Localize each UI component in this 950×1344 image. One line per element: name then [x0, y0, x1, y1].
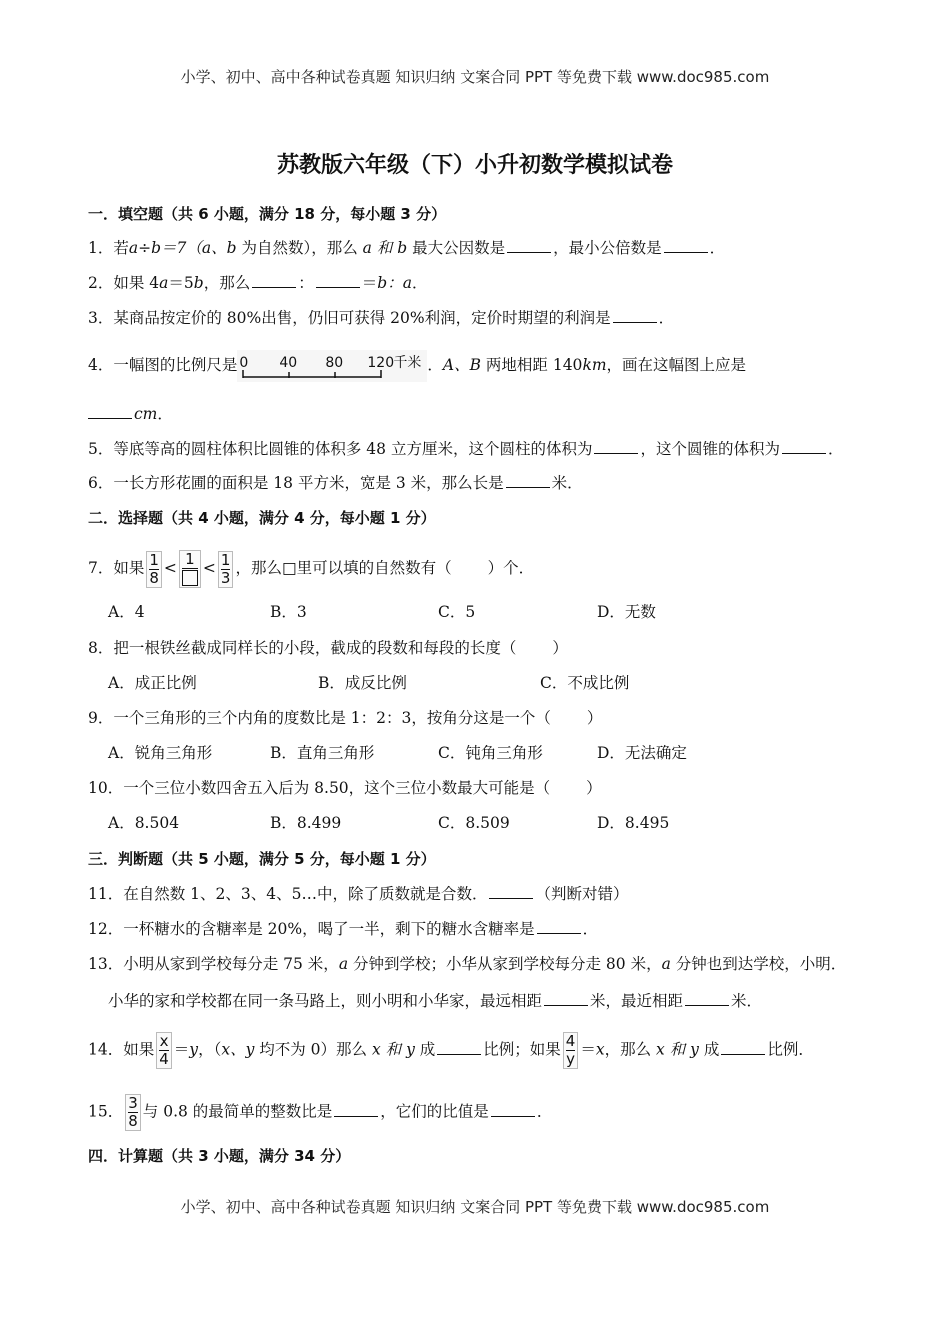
question-11 — [88, 882, 628, 906]
answer-blank[interactable] — [721, 1038, 765, 1055]
option-b[interactable]: B．3 — [270, 603, 307, 621]
q1-end: ． — [709, 239, 726, 257]
q3-text: 3．某商品按定价的 80%出售，仍旧可获得 20%利润，定价时期望的利润是 — [88, 309, 611, 327]
answer-blank[interactable] — [613, 306, 657, 323]
answer-blank[interactable] — [506, 471, 550, 488]
q12-text: 12．一杯糖水的含糖率是 20%，喝了一半，剩下的糖水含糖率是 — [88, 920, 535, 938]
q13-end: 米． — [731, 992, 763, 1010]
q14-text7: 成 — [698, 1040, 720, 1059]
fraction-denominator: 3 — [220, 568, 231, 587]
q13-text: 13．小明从家到学校每分走 75 米， — [88, 955, 339, 973]
question-14 — [88, 1032, 814, 1069]
q2-text: 2．如果 4 — [88, 274, 160, 292]
q14-text5: 比例；如果 — [483, 1040, 561, 1059]
fraction-numerator: 1 — [149, 550, 159, 569]
question-4-cont — [88, 402, 173, 426]
q7-end: ）个． — [487, 559, 535, 577]
q14-text4: 成 — [414, 1040, 436, 1059]
q14-text3: 均不为 0）那么 — [254, 1040, 372, 1059]
section-heading-calc: 四．计算题（共 3 小题，满分 34 分） — [88, 1147, 351, 1165]
q1-text: 1．若 — [88, 239, 129, 257]
section-heading-judge: 三．判断题（共 5 小题，满分 5 分，每小题 1 分） — [88, 850, 436, 868]
q2-var-b: b — [193, 274, 204, 292]
option-d[interactable]: D．8.495 — [597, 814, 670, 832]
q14-vars: x、y — [221, 1040, 255, 1059]
fraction-denominator: 4 — [159, 1050, 169, 1068]
question-7 — [88, 550, 534, 588]
q2-eq: ＝ — [361, 274, 378, 292]
q5-end: ． — [827, 440, 844, 458]
question-13 — [88, 952, 846, 976]
q7-text2: ，那么□里可以填的自然数有（ — [235, 559, 452, 577]
question-6 — [88, 471, 583, 495]
q2-ratio: b：a — [377, 274, 412, 292]
q9-end: ） — [586, 709, 603, 727]
q6-text: 6．一长方形花圃的面积是 18 平方米，宽是 3 米，那么长是 — [88, 474, 504, 492]
q14-text2: ，（ — [198, 1040, 222, 1059]
q2-colon: ： — [298, 274, 314, 292]
question-13-cont — [108, 989, 762, 1013]
less-than: < — [202, 559, 216, 577]
q2-text3: ，那么 — [203, 274, 251, 292]
question-1 — [88, 236, 725, 260]
q14-var: y — [189, 1040, 199, 1059]
answer-blank[interactable] — [316, 271, 360, 288]
q1-text3: 最大公因数是 — [407, 239, 506, 257]
q14-end: 比例． — [767, 1040, 814, 1059]
q14-eq: ＝ — [173, 1040, 190, 1059]
option-b[interactable]: B．8.499 — [270, 814, 342, 832]
q2-var-a: a — [159, 274, 169, 292]
q6-end: 米． — [551, 474, 583, 492]
q15-end: ． — [536, 1102, 553, 1121]
fraction — [125, 1094, 141, 1131]
q13-text5: 米，最近相距 — [590, 992, 684, 1010]
q13-var: a — [661, 955, 671, 973]
answer-blank[interactable] — [88, 402, 132, 419]
q14-vars3: x 和 y — [656, 1040, 699, 1059]
answer-blank[interactable] — [252, 271, 296, 288]
fraction-numerator: 1 — [220, 550, 231, 569]
q14-vars2: x 和 y — [371, 1040, 415, 1059]
option-a[interactable]: A．成正比例 — [108, 674, 197, 692]
fraction-denominator: 8 — [128, 1112, 138, 1130]
question-9 — [88, 706, 602, 730]
option-b[interactable]: B．成反比例 — [318, 674, 407, 692]
q4-text3: ，画在这幅图上应是 — [606, 356, 747, 374]
q3-end: ． — [658, 309, 675, 327]
fraction — [156, 1032, 172, 1069]
question-3 — [88, 306, 674, 330]
option-c[interactable]: C．8.509 — [438, 814, 510, 832]
fraction — [146, 551, 162, 588]
q5-text2: ，这个圆锥的体积为 — [640, 440, 780, 458]
option-c[interactable]: C．不成比例 — [540, 674, 630, 692]
answer-blank[interactable] — [489, 882, 533, 899]
q7-text: 7．如果 — [88, 559, 145, 577]
question-12 — [88, 917, 598, 941]
q2-text2: ＝5 — [168, 274, 194, 292]
q5-text: 5．等底等高的圆柱体积比圆锥的体积多 48 立方厘米，这个圆柱的体积为 — [88, 440, 593, 458]
q4-points: A、B — [442, 356, 481, 374]
box-icon — [182, 570, 198, 586]
less-than: < — [163, 559, 177, 577]
fraction-numerator: 3 — [128, 1094, 138, 1112]
q11-text: 11．在自然数 1、2、3、4、5…中，除了质数就是合数． — [88, 885, 488, 903]
scale-bar-figure — [237, 350, 427, 382]
scale-label: 40 — [279, 355, 298, 371]
q13-text2: 分钟到学校；小华从家到学校每分走 80 米， — [348, 955, 662, 973]
q9-text: 9．一个三角形的三个内角的度数比是 1：2：3，按角分这是一个（ — [88, 709, 551, 727]
q15-text2: 与 0.8 的最简单的整数比是 — [142, 1102, 333, 1121]
q14-var2: x — [595, 1040, 605, 1059]
q8-text: 8．把一根铁丝截成同样长的小段，截成的段数和每段的长度（ — [88, 639, 517, 657]
q1-vars: a、b — [201, 239, 237, 257]
page-title: 苏教版六年级（下）小升初数学模拟试卷 — [276, 153, 673, 178]
answer-blank[interactable] — [782, 437, 826, 454]
question-2 — [88, 271, 427, 295]
fraction-numerator: 4 — [565, 1032, 576, 1050]
q4-unit-km: km — [582, 356, 607, 374]
q13-text4: 小华的家和学校都在同一条马路上，则小明和小华家，最远相距 — [108, 992, 543, 1010]
q12-end: ． — [582, 920, 599, 938]
q1-expr: a÷b＝7（ — [128, 239, 202, 257]
footer-banner: 小学、初中、高中各种试卷真题 知识归纳 文案合同 PPT 等免费下载 www.doc985.com — [180, 1198, 770, 1216]
q4-text: 4．一幅图的比例尺是 — [88, 356, 238, 374]
option-d[interactable]: D．无法确定 — [597, 744, 687, 762]
q1-text2: 为自然数），那么 — [236, 239, 363, 257]
option-b[interactable]: B．直角三角形 — [270, 744, 375, 762]
q14-text6: ，那么 — [604, 1040, 657, 1059]
fraction — [218, 551, 234, 588]
option-c[interactable]: C．5 — [438, 603, 476, 621]
q4-dot: ． — [427, 356, 443, 374]
section-heading-fill-blank: 一．填空题（共 6 小题，满分 18 分，每小题 3 分） — [88, 205, 447, 223]
question-15 — [88, 1094, 552, 1131]
q11-end: （判断对错） — [535, 885, 629, 903]
fraction — [179, 550, 201, 588]
q4-unit-cm: cm — [134, 405, 158, 423]
answer-blank[interactable] — [537, 917, 581, 934]
q1-text4: ，最小公倍数是 — [553, 239, 662, 257]
section-heading-choice: 二．选择题（共 4 小题，满分 4 分，每小题 1 分） — [88, 509, 436, 527]
scale-bar-icon — [237, 368, 427, 380]
fraction-denominator: y — [566, 1050, 576, 1068]
q1-vars2: a 和 b — [362, 239, 408, 257]
answer-blank[interactable] — [685, 989, 729, 1006]
answer-blank[interactable] — [594, 437, 638, 454]
q4-end: ． — [157, 405, 173, 423]
fraction-denominator: 8 — [149, 568, 159, 587]
q10-text: 10．一个三位小数四舍五入后为 8.50，这个三位小数最大可能是（ — [88, 779, 551, 797]
answer-blank[interactable] — [334, 1100, 378, 1117]
header-banner: 小学、初中、高中各种试卷真题 知识归纳 文案合同 PPT 等免费下载 www.doc985.com — [180, 68, 770, 86]
answer-blank[interactable] — [664, 236, 708, 253]
option-c[interactable]: C．钝角三角形 — [438, 744, 543, 762]
answer-blank[interactable] — [491, 1100, 535, 1117]
scale-label-unit: 千米 — [393, 355, 422, 371]
question-8 — [88, 636, 568, 660]
q14-eq2: ＝ — [580, 1040, 596, 1059]
answer-blank[interactable] — [544, 989, 588, 1006]
q15-text3: ，它们的比值是 — [380, 1102, 489, 1121]
fraction-numerator: 1 — [185, 550, 195, 568]
q2-end: ． — [411, 274, 428, 292]
answer-blank[interactable] — [437, 1038, 481, 1055]
q4-text2: 两地相距 140 — [480, 356, 583, 374]
option-a[interactable]: A．4 — [108, 603, 145, 621]
question-10 — [88, 776, 602, 800]
answer-blank[interactable] — [507, 236, 551, 253]
question-5 — [88, 437, 843, 461]
option-a[interactable]: A．锐角三角形 — [108, 744, 213, 762]
scale-label: 0 — [239, 355, 249, 371]
fraction-numerator: x — [159, 1032, 169, 1050]
scale-label: 120 — [367, 355, 395, 371]
q13-var: a — [338, 955, 349, 973]
question-4 — [88, 350, 746, 382]
scale-label: 80 — [325, 355, 344, 371]
fraction — [563, 1032, 579, 1069]
option-a[interactable]: A．8.504 — [108, 814, 180, 832]
q13-text3: 分钟也到达学校，小明． — [670, 955, 847, 973]
q14-text: 14．如果 — [88, 1040, 155, 1059]
q10-end: ） — [586, 779, 602, 797]
q8-end: ） — [552, 639, 568, 657]
option-d[interactable]: D．无数 — [597, 603, 656, 621]
q15-text: 15． — [88, 1102, 124, 1121]
